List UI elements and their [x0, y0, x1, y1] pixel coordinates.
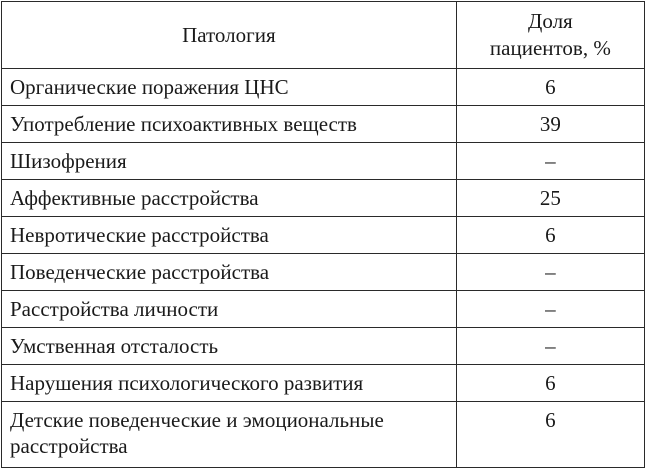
- header-share-line1: Доля: [528, 8, 573, 33]
- table-row: [2, 291, 645, 328]
- row-name: Аффективные расстройства: [2, 180, 457, 217]
- table-header: [2, 2, 645, 69]
- table-row: [2, 217, 645, 254]
- header-row: [2, 2, 645, 69]
- row-share: 39: [456, 106, 644, 143]
- table-row: [2, 69, 645, 106]
- header-share: [456, 2, 644, 69]
- row-name: Расстройства личности: [2, 291, 457, 328]
- row-name: Поведенческие расстройства: [2, 254, 457, 291]
- header-share-line2: пациентов, %: [489, 36, 611, 60]
- table-row: [2, 180, 645, 217]
- table-row: [2, 365, 645, 402]
- header-pathology: Патология: [2, 2, 457, 69]
- row-share: 6: [456, 402, 644, 468]
- document-page: [0, 1, 650, 469]
- row-name: Умственная отсталость: [2, 328, 457, 365]
- row-name: Нарушения психологического развития: [2, 365, 457, 402]
- row-name: Употребление психоактивных веществ: [2, 106, 457, 143]
- row-share: –: [456, 143, 644, 180]
- row-share: –: [456, 291, 644, 328]
- table-row: [2, 106, 645, 143]
- table-row: [2, 328, 645, 365]
- row-name: Органические поражения ЦНС: [2, 69, 457, 106]
- row-share: 6: [456, 217, 644, 254]
- row-name: Детские поведенческие и эмоциональные расстройства: [2, 402, 457, 468]
- pathology-table: [1, 1, 645, 468]
- table-row: [2, 143, 645, 180]
- row-share: 25: [456, 180, 644, 217]
- table-row: [2, 254, 645, 291]
- row-share: –: [456, 254, 644, 291]
- table-row: [2, 402, 645, 468]
- row-name: Невротические расстройства: [2, 217, 457, 254]
- row-share: 6: [456, 365, 644, 402]
- table-body: [2, 69, 645, 468]
- row-share: –: [456, 328, 644, 365]
- row-share: 6: [456, 69, 644, 106]
- row-name: Шизофрения: [2, 143, 457, 180]
